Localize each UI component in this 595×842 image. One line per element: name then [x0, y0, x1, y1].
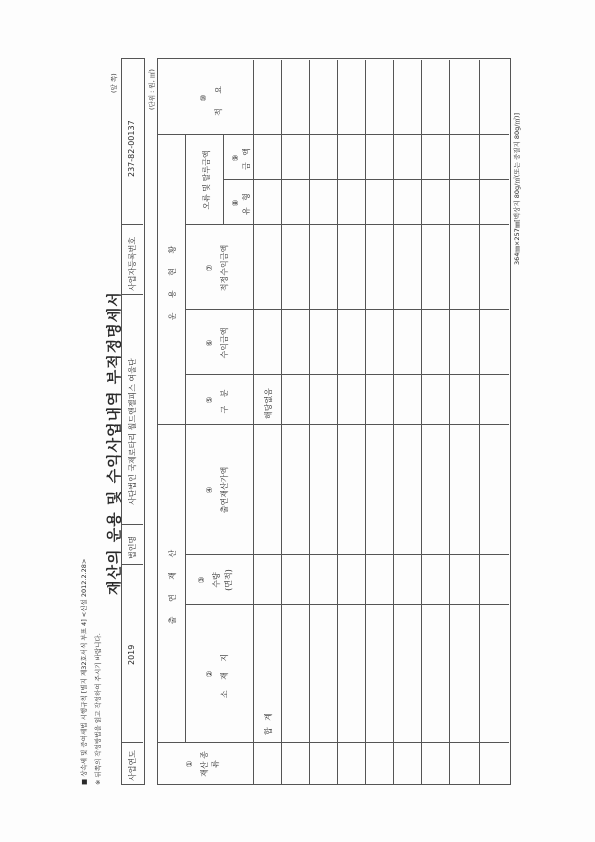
page-label: (앞 쪽) [110, 73, 118, 93]
col4-num: ④ [205, 486, 214, 494]
form-note: ※ 뒤쪽의 작성방법을 읽고 작성하여 주시기 바랍니다. [94, 633, 102, 785]
reg-label: 사업자등록번호 [128, 236, 137, 291]
col2-label: 소 재 지 [220, 649, 229, 699]
col7-num: ⑦ [205, 264, 214, 272]
col8-label: 유 형 [242, 191, 251, 215]
col8-num: ⑧ [231, 199, 240, 207]
paper-spec: 364㎜×257㎜[백상지 80g/㎡(또는 중질지 80g/㎡)] [513, 112, 521, 265]
col1-num: ① [185, 760, 194, 768]
col6-label: 수익금액 [220, 327, 229, 359]
none-value: 해당없음 [264, 388, 273, 419]
form-header: ■ 상속세 및 증여세법 시행규칙 [별지 제32호서식 부표 4] <신설 2012.2.28> [80, 558, 88, 785]
col4-label: 출연재산가액 [220, 466, 229, 514]
col10-label: 적 요 [214, 80, 223, 116]
corp-value: 사단법인 국제로타리 월드앤젤피스 여울단 [128, 358, 137, 505]
group-use-label: 운 용 현 황 [168, 239, 177, 321]
group-loss-label: 오류 및 탈루금액 [202, 150, 211, 210]
total-label: 합 계 [264, 711, 273, 735]
col9-num: ⑨ [231, 154, 240, 162]
corp-label: 법인명 [128, 535, 137, 559]
col3-num: ③ [197, 576, 206, 584]
group-invest-label: 출 연 재 산 [168, 543, 177, 625]
reg-value: 237-82-00137 [127, 120, 136, 177]
col6-num: ⑥ [205, 339, 214, 347]
col1-label: 재산 종류 [200, 751, 220, 777]
col3-label-b: (면적) [224, 569, 233, 591]
form-sheet [75, 45, 521, 805]
col9-label: 금 액 [242, 146, 251, 170]
col5-label: 구 분 [220, 386, 229, 414]
col3-label-a: 수량 [212, 572, 221, 588]
year-label: 사업연도 [128, 750, 137, 781]
col10-num: ⑩ [199, 94, 208, 102]
col2-num: ② [205, 670, 214, 678]
col7-label: 적정수익금액 [220, 244, 229, 292]
form-title: 재산의 운용 및 수익사업내역 부적정명세서 [105, 291, 123, 595]
col5-num: ⑤ [205, 396, 214, 404]
unit-label: (단위 : 원, ㎡) [148, 69, 156, 110]
year-value: 2019 [127, 644, 136, 665]
